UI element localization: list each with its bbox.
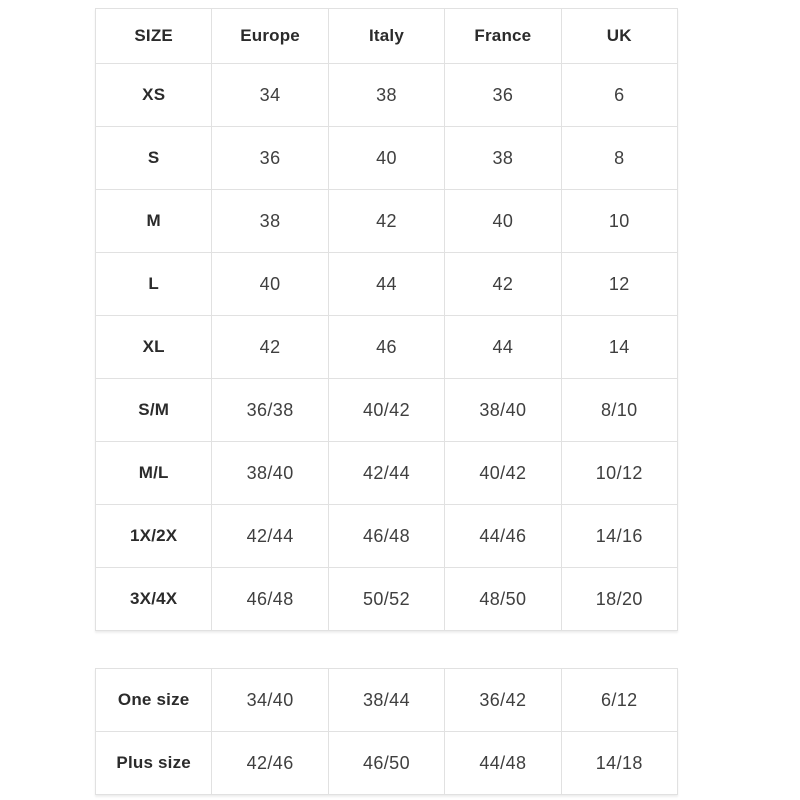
secondary-table-body	[96, 669, 678, 795]
value-cell: 14/16	[561, 505, 677, 568]
row-label-cell: XL	[96, 316, 212, 379]
value-cell: 36/38	[212, 379, 328, 442]
row-label-cell: XS	[96, 64, 212, 127]
row-label-cell: M/L	[96, 442, 212, 505]
size-table-header	[96, 9, 678, 64]
table-row	[96, 64, 678, 127]
value-cell: 14/18	[561, 732, 677, 795]
row-label-cell: S	[96, 127, 212, 190]
value-cell: 36/42	[445, 669, 561, 732]
size-conversion-table-secondary	[95, 668, 678, 795]
value-cell: 42	[445, 253, 561, 316]
value-cell: 38/44	[328, 669, 444, 732]
table-row	[96, 190, 678, 253]
value-cell: 38	[212, 190, 328, 253]
row-label-cell: 1X/2X	[96, 505, 212, 568]
value-cell: 44	[328, 253, 444, 316]
value-cell: 44	[445, 316, 561, 379]
value-cell: 40	[445, 190, 561, 253]
value-cell: 40/42	[328, 379, 444, 442]
value-cell: 42/44	[328, 442, 444, 505]
value-cell: 34	[212, 64, 328, 127]
value-cell: 6	[561, 64, 677, 127]
row-label-cell: M	[96, 190, 212, 253]
value-cell: 10	[561, 190, 677, 253]
value-cell: 34/40	[212, 669, 328, 732]
value-cell: 12	[561, 253, 677, 316]
value-cell: 38	[328, 64, 444, 127]
column-header-cell: UK	[561, 9, 677, 64]
header-row	[96, 9, 678, 64]
table-row	[96, 127, 678, 190]
table-row	[96, 568, 678, 631]
row-label-cell: 3X/4X	[96, 568, 212, 631]
value-cell: 44/48	[445, 732, 561, 795]
value-cell: 40/42	[445, 442, 561, 505]
value-cell: 42/46	[212, 732, 328, 795]
size-table-body	[96, 64, 678, 631]
value-cell: 46/48	[212, 568, 328, 631]
table-row	[96, 379, 678, 442]
row-label-cell: L	[96, 253, 212, 316]
value-cell: 36	[445, 64, 561, 127]
table-row	[96, 442, 678, 505]
value-cell: 6/12	[561, 669, 677, 732]
value-cell: 36	[212, 127, 328, 190]
value-cell: 50/52	[328, 568, 444, 631]
value-cell: 40	[212, 253, 328, 316]
column-header-cell: France	[445, 9, 561, 64]
value-cell: 42	[212, 316, 328, 379]
value-cell: 40	[328, 127, 444, 190]
size-tables-container	[95, 8, 678, 795]
column-header-cell: Europe	[212, 9, 328, 64]
row-label-cell: Plus size	[96, 732, 212, 795]
value-cell: 18/20	[561, 568, 677, 631]
table-gap	[95, 631, 678, 668]
value-cell: 48/50	[445, 568, 561, 631]
table-row	[96, 732, 678, 795]
value-cell: 46/48	[328, 505, 444, 568]
value-cell: 14	[561, 316, 677, 379]
table-row	[96, 253, 678, 316]
value-cell: 10/12	[561, 442, 677, 505]
value-cell: 38	[445, 127, 561, 190]
value-cell: 8/10	[561, 379, 677, 442]
column-header-cell: Italy	[328, 9, 444, 64]
value-cell: 46	[328, 316, 444, 379]
table-row	[96, 316, 678, 379]
row-label-cell: One size	[96, 669, 212, 732]
value-cell: 44/46	[445, 505, 561, 568]
table-row	[96, 669, 678, 732]
size-conversion-table-main	[95, 8, 678, 631]
value-cell: 38/40	[445, 379, 561, 442]
value-cell: 42	[328, 190, 444, 253]
value-cell: 8	[561, 127, 677, 190]
column-header-cell: SIZE	[96, 9, 212, 64]
value-cell: 46/50	[328, 732, 444, 795]
row-label-cell: S/M	[96, 379, 212, 442]
value-cell: 42/44	[212, 505, 328, 568]
value-cell: 38/40	[212, 442, 328, 505]
table-row	[96, 505, 678, 568]
